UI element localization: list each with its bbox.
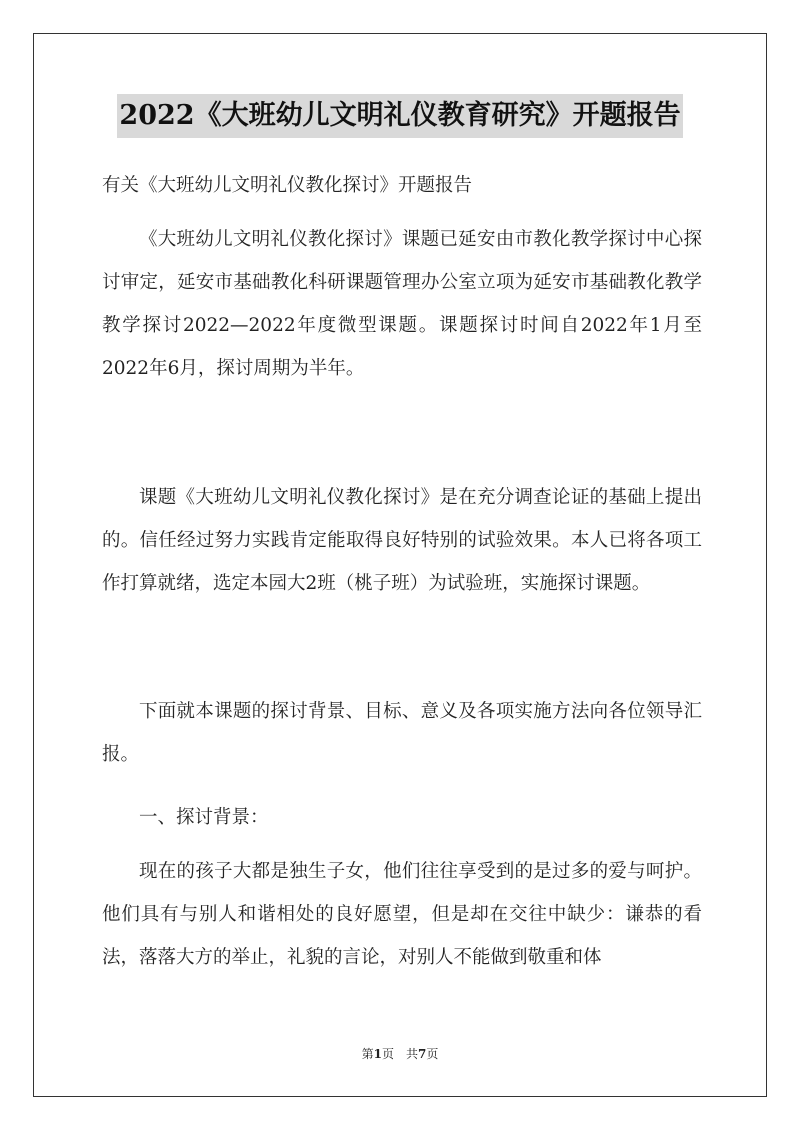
footer-page-mid: 页 共: [381, 1047, 418, 1061]
document-title: 2022《大班幼儿文明礼仪教育研究》开题报告: [117, 94, 682, 138]
page-footer: [0, 1045, 800, 1062]
document-subtitle: 有关《大班幼儿文明礼仪教化探讨》开题报告: [102, 175, 473, 196]
footer-page-number: 1: [373, 1047, 382, 1061]
footer-page-suffix: 页: [426, 1047, 439, 1061]
paragraph-1: 《大班幼儿文明礼仪教化探讨》课题已延安由市教化教学探讨中心探讨审定，延安市基础教化科研课题管理办公室立项为延安市基础教化教学教学探讨2022—2022年度微型课题。课题探讨时间自2022年1月至2022年6月，探讨周期为半年。: [102, 229, 702, 379]
title-container: [0, 94, 800, 138]
paragraph-2: 课题《大班幼儿文明礼仪教化探讨》是在充分调查论证的基础上提出的。信任经过努力实践肯定能取得良好特别的试验效果。本人已将各项工作打算就绪，选定本园大2班（桃子班）为试验班，实施探讨课题。: [102, 487, 702, 594]
footer-page-total: 7: [418, 1047, 427, 1061]
paragraph-4: 现在的孩子大都是独生子女，他们往往享受到的是过多的爱与呵护。他们具有与别人和谐相处的良好愿望，但是却在交往中缺少：谦恭的看法，落落大方的举止，礼貌的言论，对别人不能做到敬重和体: [102, 861, 702, 968]
footer-page-prefix: 第: [361, 1047, 374, 1061]
section-heading-background: 一、探讨背景：: [139, 807, 269, 828]
paragraph-3: 下面就本课题的探讨背景、目标、意义及各项实施方法向各位领导汇报。: [102, 701, 702, 765]
